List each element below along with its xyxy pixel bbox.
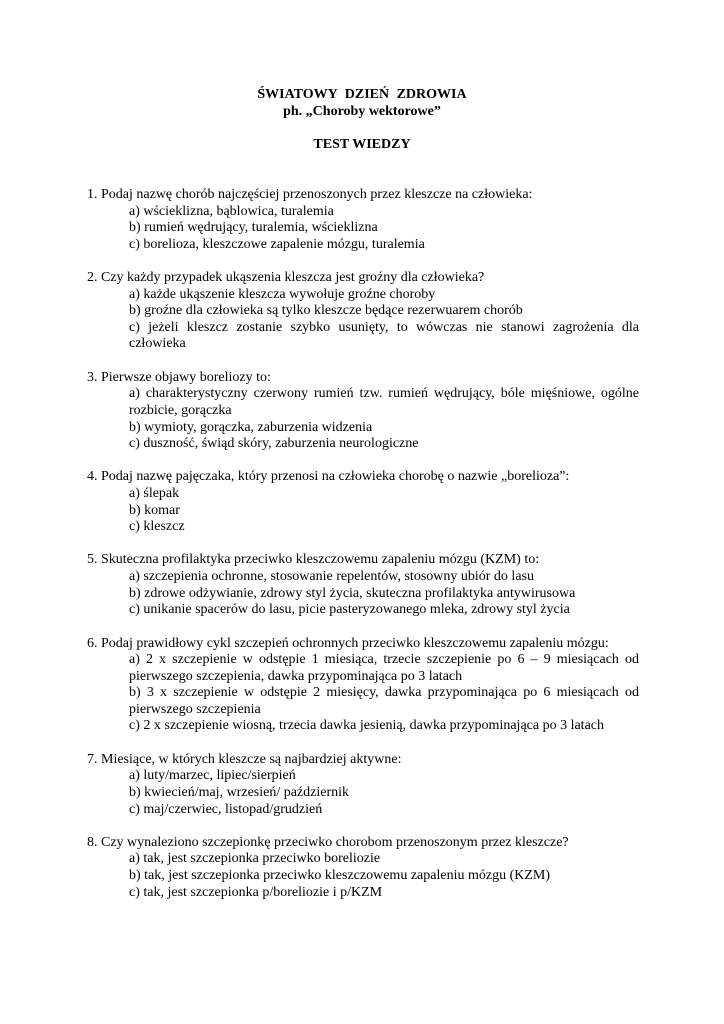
answer-option: a) luty/marzec, lipiec/sierpień xyxy=(129,768,296,784)
answer-option: c) tak, jest szczepionka p/boreliozie i p/KZM xyxy=(129,884,383,900)
answer-option: b) zdrowe odżywianie, zdrowy styl życia, skuteczna profilaktyka antywirusowa xyxy=(129,585,576,601)
question-text: 4. Podaj nazwę pajęczaka, który przenosi na człowieka chorobę o nazwie „borelioza”: xyxy=(87,469,570,485)
question-5 xyxy=(87,552,639,618)
answer-option: a) charakterystyczny czerwony rumień tzw. rumień wędrujący, bóle mięśniowe, ogólne rozbicie, gorączka xyxy=(129,386,639,418)
answer-option: c) maj/czerwiec, listopad/grudzień xyxy=(129,801,323,817)
question-text: 7. Miesiące, w których kleszcze są najbardziej aktywne: xyxy=(87,751,402,767)
answer-option: c) 2 x szczepienie wiosną, trzecia dawka jesienią, dawka przypominająca po 3 latach xyxy=(129,718,605,734)
question-text: 1. Podaj nazwę chorób najczęściej przenoszonych przez kleszcze na człowieka: xyxy=(87,187,533,202)
answer-option: c) jeżeli kleszcz zostanie szybko usunięty, to wówczas nie stanowi zagrożenia dla człowieka xyxy=(129,319,639,352)
question-text: 6. Podaj prawidłowy cykl szczepień ochronnych przeciwko kleszczowemu zapaleniu mózgu: xyxy=(87,635,609,651)
question-7 xyxy=(87,752,639,818)
question-text: 8. Czy wynaleziono szczepionkę przeciwko chorobom przenoszonym przez kleszcze? xyxy=(87,834,569,850)
answer-option: c) unikanie spacerów do lasu, picie pasteryzowanego mleka, zdrowy styl życia xyxy=(129,602,570,618)
question-text: 2. Czy każdy przypadek ukąszenia kleszcza jest groźny dla człowieka? xyxy=(87,270,485,286)
question-4 xyxy=(87,469,639,535)
question-1 xyxy=(87,187,639,253)
question-3 xyxy=(87,370,639,453)
question-list xyxy=(87,187,639,918)
answer-option: c) duszność, świąd skóry, zaburzenia neurologiczne xyxy=(129,436,419,452)
question-text: 5. Skuteczna profilaktyka przeciwko kleszczowemu zapaleniu mózgu (KZM) to: xyxy=(87,552,540,568)
answer-option: c) borelioza, kleszczowe zapalenie mózgu, turalemia xyxy=(129,236,425,252)
answer-option: b) tak, jest szczepionka przeciwko kleszczowemu zapaleniu mózgu (KZM) xyxy=(129,868,550,883)
answer-option: a) wścieklizna, bąblowica, turalemia xyxy=(129,203,334,219)
question-6 xyxy=(87,636,639,736)
answer-option: b) komar xyxy=(129,502,180,518)
test-title: TEST WIEDZY xyxy=(313,137,411,152)
answer-option: b) groźne dla człowieka są tylko kleszcze będące rezerwuarem chorób xyxy=(129,303,523,319)
question-text: 3. Pierwsze objawy boreliozy to: xyxy=(87,369,271,385)
answer-option: b) wymioty, gorączka, zaburzenia widzenia xyxy=(129,419,373,435)
answer-option: b) kwiecień/maj, wrzesień/ październik xyxy=(129,784,350,800)
answer-option: a) 2 x szczepienie w odstępie 1 miesiąca, trzecie szczepienie po 6 – 9 miesiącach od pierwszego szczepienia, dawka przypominająca po 3 latach xyxy=(129,652,639,684)
question-8 xyxy=(87,835,639,901)
answer-option: c) kleszcz xyxy=(129,519,185,535)
answer-option: a) szczepienia ochronne, stosowanie repelentów, stosowny ubiór do lasu xyxy=(129,569,534,585)
answer-option: a) każde ukąszenie kleszcza wywołuje groźne choroby xyxy=(129,286,436,302)
document-subtitle: ph. „Choroby wektorowe” xyxy=(283,104,441,119)
document-title: ŚWIATOWY DZIEŃ ZDROWIA xyxy=(257,87,467,102)
question-2 xyxy=(87,270,639,353)
answer-option: b) rumień wędrujący, turalemia, wścieklizna xyxy=(129,220,378,236)
answer-option: a) tak, jest szczepionka przeciwko boreliozie xyxy=(129,851,381,867)
answer-option: a) ślepak xyxy=(129,485,180,501)
answer-option: b) 3 x szczepienie w odstępie 2 miesięcy, dawka przypominająca po 6 miesiącach od pierwszego szczepienia xyxy=(129,685,639,717)
